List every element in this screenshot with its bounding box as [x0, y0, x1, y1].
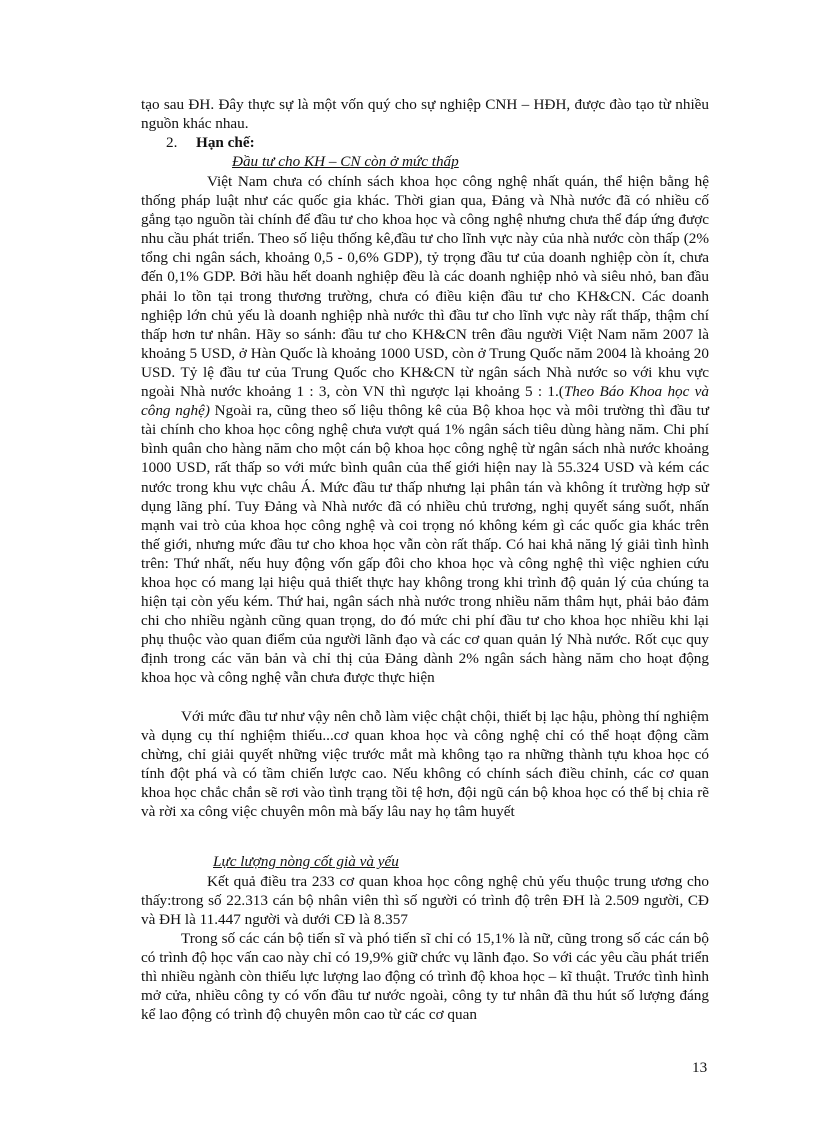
- subheading-workforce: Lực lượng nòng cốt già và yếu: [213, 853, 399, 870]
- page-number: 13: [692, 1059, 708, 1076]
- para1-source: Theo Báo Khoa học và công nghệ): [141, 383, 709, 420]
- para2-text: Với mức đầu tư như vậy nên chỗ làm việc chật chội, thiết bị lạc hậu, phòng thí nghiệm và dụng cụ thí nghiệm thiếu...cơ quan khoa học và công nghệ chỉ có thể hoạt động cầm chừng, chỉ giải quyết những việc trước mắt mà không tạo ra những thành tựu khoa học có tính đột phá và có tầm chiến lược cao. Nếu không có chính sách điều chỉnh, các cơ quan khoa học chắc chắn sẽ rơi vào tình trạng tồi tệ hơn, đội ngũ cán bộ khoa học có thể bị chia rẽ và rời xa công việc chuyên môn mà bấy lâu nay họ tâm huyết: [141, 708, 709, 821]
- para4-text: Trong số các cán bộ tiến sĩ và phó tiến sĩ chỉ có 15,1% là nữ, cũng trong số các cán bộ có trình độ học vấn cao này chỉ có 19,9% giữ chức vụ lãnh đạo. So với các yêu cầu phát triển thì nhiều ngành còn thiếu lực lượng lao động có trình độ khoa học – kĩ thuật. Trước tình hình mở cửa, nhiều công ty có vốn đầu tư nước ngoài, công ty tư nhân đã thu hút số lượng đáng kể lao động có trình độ chuyên môn cao từ các cơ quan: [141, 930, 709, 1024]
- subheading-investment: Đầu tư cho KH – CN còn ở mức thấp: [232, 153, 459, 170]
- section-heading: [166, 134, 255, 152]
- section-number: 2.: [166, 134, 178, 151]
- intro-text: tạo sau ĐH. Đây thực sự là một vốn quý cho sự nghiệp CNH – HĐH, được đào tạo từ nhiều nguồn khác nhau.: [141, 96, 709, 133]
- para1-text-a: Việt Nam chưa có chính sách khoa học công nghệ nhất quán, thể hiện bằng hệ thống pháp luật như các quốc gia khác. Thời gian qua, Đảng và Nhà nước đã có nhiều cố gắng tạo nguồn tài chính để đầu tư cho khoa học và công nghệ nhưng chưa thể đáp ứng được nhu cầu phát triển. Theo số liệu thống kê,đầu tư cho lĩnh vực này của nhà nước còn thấp (2% tổng chi ngân sách, khoảng 0,5 - 0,6% GDP), tỷ trọng đầu tư của doanh nghiệp còn ít, chưa đến 0,1% GDP. Bởi hầu hết doanh nghiệp đều là các doanh nghiệp nhỏ và siêu nhỏ, ban đầu phải lo tồn tại trong thương trường, chưa có điều kiện đầu tư cho KH&CN. Các doanh nghiệp lớn chủ yếu là doanh nghiệp nhà nước thì đầu tư cho lĩnh vực này rất thấp, thậm chí thấp hơn tư nhân. Hãy so sánh: đầu tư cho KH&CN trên đầu người Việt Nam năm 2007 là khoảng 5 USD, ở Hàn Quốc là khoảng 1000 USD, còn ở Trung Quốc năm 2004 là khoảng 20 USD. Tỷ lệ đầu tư của Trung Quốc cho KH&CN từ ngân sách Nhà nước so với khu vực ngoài Nhà nước khoảng 1 : 3, còn VN thì ngược lại khoảng 5 : 1.(: [141, 173, 709, 401]
- paragraph-survey: [141, 872, 709, 929]
- para1-text-b: Ngoài ra, cũng theo số liệu thông kê của Bộ khoa học và môi trường thì đầu tư tài chính cho khoa học công nghệ chưa vượt quá 1% ngân sách tiêu dùng hàng năm. Chi phí bình quân cho hàng năm cho một cán bộ khoa học công nghệ từ ngân sách nhà nước khoảng 1000 USD, rất thấp so với mức bình quân của thế giới hiện nay là 55.324 USD và kém các nước trong khu vực châu Á. Mức đầu tư thấp nhưng lại phân tán và không ít trường hợp sử dụng lãng phí. Tuy Đảng và Nhà nước đã có nhiều chủ trương, nghị quyết sáng suốt, nhấn mạnh vai trò của khoa học công nghệ và coi trọng nó không kém gì các quốc gia khác trên thế giới, nhưng mức đầu tư cho khoa học vẫn còn rất thấp. Có hai khả năng lý giải tình hình trên: Thứ nhất, nếu huy động vốn gấp đôi cho khoa học và công nghệ thì việc nghien cứu khoa học có mang lại hiệu quả thiết thực hay không trong khi trình độ quản lý của chúng ta hiện tại còn yếu kém. Thứ hai, ngân sách nhà nước trong nhiều năm thâm hụt, phải bảo đảm chi cho nhiều ngành cũng quan trọng, do đó mức chi phí đầu tư cho khoa học nhiều khi lại phụ thuộc vào quan điểm của người lãnh đạo và các cơ quan quản lý Nhà nước. Rốt cục quy định trong các văn bản và chỉ thị của Đảng dành 2% ngân sách hàng năm cho hoạt động khoa học và công nghệ vẫn chưa được thực hiện: [141, 402, 709, 687]
- intro-paragraph: [141, 95, 709, 133]
- paragraph-investment: [141, 172, 709, 688]
- para3-text: Kết quả điều tra 233 cơ quan khoa học công nghệ chủ yếu thuộc trung ương cho thấy:trong số 22.313 cán bộ nhân viên thì số người có trình độ trên ĐH là 2.509 người, CĐ và ĐH là 11.447 người và dưới CĐ là 8.357: [141, 873, 709, 929]
- paragraph-consequences: [141, 707, 709, 822]
- paragraph-gender: [141, 929, 709, 1024]
- section-title: Hạn chế:: [196, 134, 255, 151]
